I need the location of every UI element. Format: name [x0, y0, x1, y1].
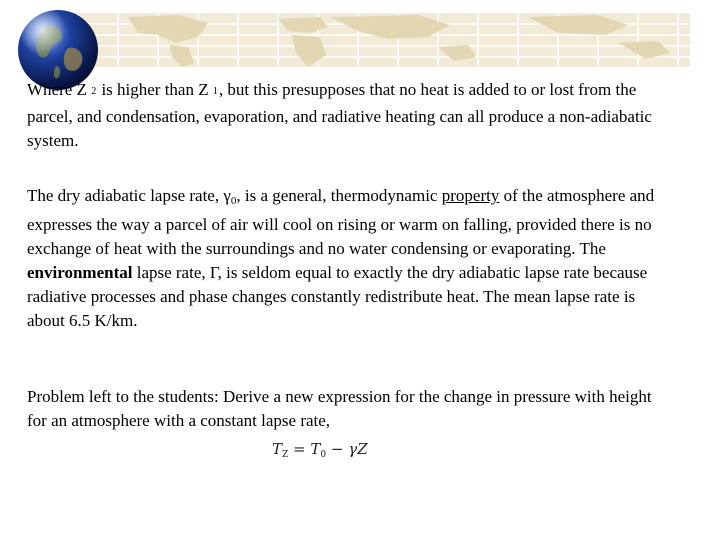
formula-lhs-sub: Z — [282, 450, 289, 460]
formula-lhs: T — [272, 440, 283, 458]
formula-rest: − γZ — [326, 440, 368, 458]
lapse-rate-formula — [272, 440, 368, 460]
paragraph-lapse-intro — [27, 78, 667, 153]
property-link[interactable]: property — [441, 186, 500, 205]
formula-eq: = — [288, 440, 311, 458]
z2-subscript: 2 — [91, 86, 98, 97]
paragraph-dry-adiabatic — [27, 184, 667, 333]
formula-t0-sub: 0 — [320, 450, 327, 460]
gamma-symbol: γ — [223, 186, 231, 205]
para2-text-b: , is a general, thermodynamic — [236, 186, 438, 205]
paragraph-problem — [27, 385, 667, 433]
problem-text: Problem left to the students: Derive a new expression for the change in pressure with height for an atmosphere with a constant lapse rate, — [27, 387, 652, 430]
formula-t0: T — [310, 440, 321, 458]
para1-text-c: , but this presupposes that no heat is added to or lost from the parcel, and condensation, evaporation, and radiative heating can all produce a non-adiabatic system. — [27, 80, 652, 150]
para2-text-d: lapse rate, Γ, is seldom equal to exactly the dry adiabatic lapse rate because radiative processes and phase changes constantly redistribute heat. The mean lapse rate is about 6.5 K/km. — [27, 263, 648, 330]
para2-text-c: of the atmosphere and expresses the way a parcel of air will cool on rising or warm on falling, provided there is no exchange of heat with the surroundings and no water condensing or evaporating. The — [27, 186, 655, 258]
z1-subscript: 1 — [212, 86, 219, 97]
environmental-term: environmental — [27, 263, 133, 282]
para1-text-a: Where Z — [27, 80, 87, 99]
para2-text-a: The dry adiabatic lapse rate, — [27, 186, 220, 205]
world-map-banner — [58, 13, 690, 67]
gamma-subscript: 0 — [230, 195, 237, 207]
para1-text-b: is higher than Z — [101, 80, 209, 99]
